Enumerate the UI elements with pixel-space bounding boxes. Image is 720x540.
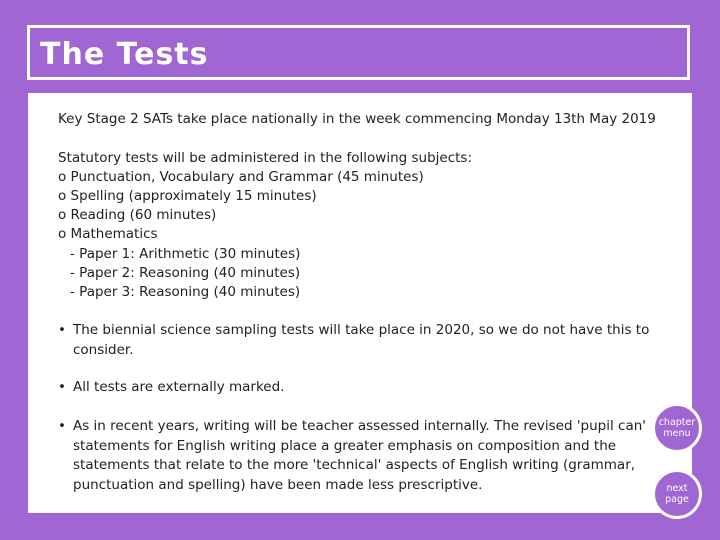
- page-title: The Tests: [40, 37, 209, 72]
- title-bar: [27, 25, 690, 80]
- bullet-science: The biennial science sampling tests will take place in 2020, so we do not have this to consider.: [73, 322, 650, 358]
- subject-item: o Spelling (approximately 15 minutes): [58, 188, 317, 204]
- content-panel: [28, 93, 692, 513]
- bullet-icon: •: [58, 379, 66, 395]
- chapter-menu-button[interactable]: chapter menu: [652, 403, 702, 453]
- math-paper-item: - Paper 2: Reasoning (40 minutes): [70, 265, 301, 281]
- bullet-icon: •: [58, 322, 66, 338]
- bullet-marking: All tests are externally marked.: [73, 379, 285, 395]
- bullet-writing: As in recent years, writing will be teacher assessed internally. The revised 'pupil can' statements for English writing place a greater emphasis on composition and the statements that relate to the more 'technical' aspects of English writing (grammar, punctuation and spelling) have been made less prescriptive.: [73, 418, 647, 493]
- subject-item: o Mathematics: [58, 226, 158, 242]
- subjects-heading: Statutory tests will be administered in the following subjects:: [58, 150, 473, 166]
- subject-item: o Punctuation, Vocabulary and Grammar (45 minutes): [58, 169, 424, 185]
- math-paper-item: - Paper 1: Arithmetic (30 minutes): [70, 246, 301, 262]
- math-paper-item: - Paper 3: Reasoning (40 minutes): [70, 284, 301, 300]
- intro-text: Key Stage 2 SATs take place nationally in the week commencing Monday 13th May 2019: [58, 111, 656, 127]
- next-page-button[interactable]: next page: [652, 469, 702, 519]
- subject-item: o Reading (60 minutes): [58, 207, 217, 223]
- bullet-icon: •: [58, 418, 66, 434]
